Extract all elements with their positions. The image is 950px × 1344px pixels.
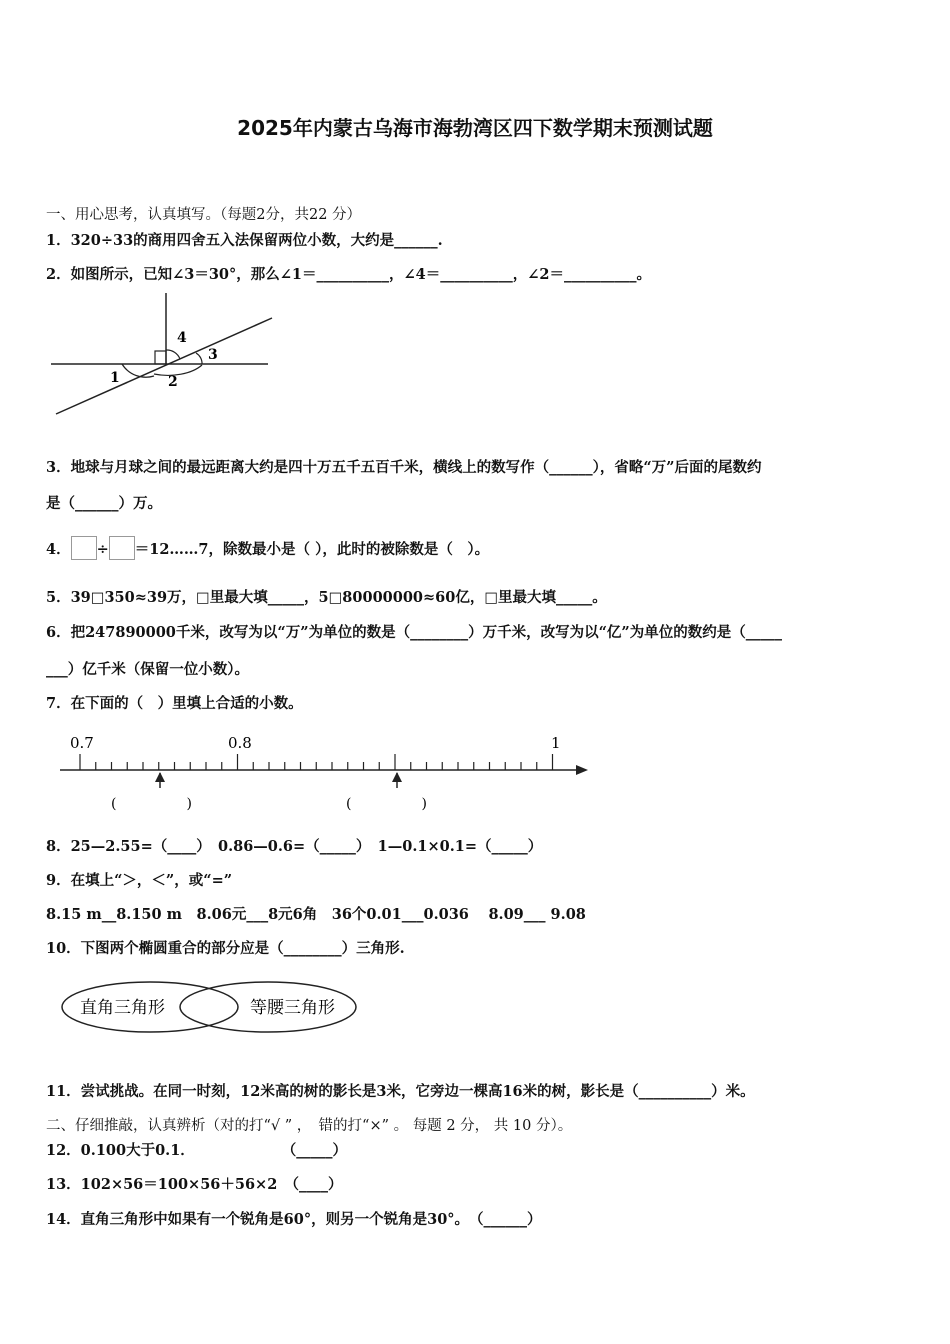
- section-1-heading: 一、用心思考，认真填写。（每题2分，共22 分）: [46, 207, 362, 223]
- angle-figure: [46, 288, 278, 420]
- question-12: 12．0.100大于0.1． （_____）: [46, 1142, 348, 1159]
- question-11: 11．尝试挑战。在同一时刻，12米高的树的影长是3米，它旁边一棵高16米的树，影长是（__________）米。: [46, 1083, 755, 1100]
- left-ellipse-label: 直角三角形: [80, 998, 165, 1018]
- divisor-box: [109, 536, 135, 560]
- section-2-heading: 二、仔细推敲，认真辨析（对的打“√ ” ， 错的打“×” 。 每题 2 分， 共 10 分）。: [46, 1118, 573, 1134]
- question-5: 5．39□350≈39万，□里最大填_____，5□80000000≈60亿，□里最大填_____。: [46, 589, 607, 606]
- dividend-box: [71, 536, 97, 560]
- question-4: [46, 536, 489, 560]
- question-3-line-2: 是（______）万。: [46, 495, 162, 512]
- angle-3-label: 3: [208, 347, 218, 363]
- number-line: [56, 728, 596, 820]
- right-ellipse-label: 等腰三角形: [250, 998, 335, 1018]
- question-6-line-2: ___）亿千米（保留一位小数）。: [46, 661, 249, 678]
- page-title: 2025年内蒙古乌海市海勃湾区四下数学期末预测试题: [237, 116, 713, 140]
- question-3-line-1: 3．地球与月球之间的最远距离大约是四十万五千五百千米，横线上的数写作（______），省略“万”后面的尾数约: [46, 459, 762, 476]
- question-1: 1．320÷33的商用四舍五入法保留两位小数，大约是______.: [46, 232, 443, 249]
- question-4-number: 4．: [46, 541, 71, 558]
- divide-sign: ÷: [96, 541, 109, 558]
- question-6-line-1: 6．把247890000千米，改写为以“万”为单位的数是（________）万千米，改写为以“亿”为单位的数约是（_____: [46, 624, 782, 641]
- question-4-text: ＝12……7，除数最小是（ ），此时的被除数是（ ）。: [134, 541, 490, 558]
- tick-label-0-8: 0.8: [228, 734, 252, 752]
- arrow-marker-1: [155, 772, 165, 782]
- answer-paren-1: ( ): [111, 796, 192, 812]
- tick-label-1: 1: [551, 734, 561, 752]
- overlapping-ellipses-figure: [58, 978, 360, 1038]
- question-10: 10．下图两个椭圆重合的部分应是（________）三角形.: [46, 940, 405, 957]
- arrow-marker-2: [392, 772, 402, 782]
- angle-4-label: 4: [177, 330, 187, 346]
- question-7: 7．在下面的（ ）里填上合适的小数。: [46, 695, 303, 712]
- angle-1-label: 1: [110, 370, 120, 386]
- question-14: 14．直角三角形中如果有一个锐角是60°，则另一个锐角是30°。 （______）: [46, 1211, 542, 1228]
- question-13: 13．102×56＝100×56＋56×2 （____）: [46, 1176, 343, 1193]
- answer-paren-2: ( ): [346, 796, 427, 812]
- tick-label-0-7: 0.7: [70, 734, 94, 752]
- question-2: 2．如图所示，已知∠3＝30°，那么∠1＝__________，∠4＝__________，∠2＝__________。: [46, 266, 651, 283]
- question-9-comparisons: 8.15 m__8.150 m 8.06元___8元6角 36个0.01___0.036 8.09___ 9.08: [46, 906, 586, 923]
- question-8: 8．25—2.55=（____） 0.86—0.6=（_____） 1—0.1×0.1=（_____）: [46, 838, 543, 855]
- question-9: 9．在填上“＞，＜”，或“=”: [46, 872, 233, 889]
- angle-2-label: 2: [168, 374, 178, 390]
